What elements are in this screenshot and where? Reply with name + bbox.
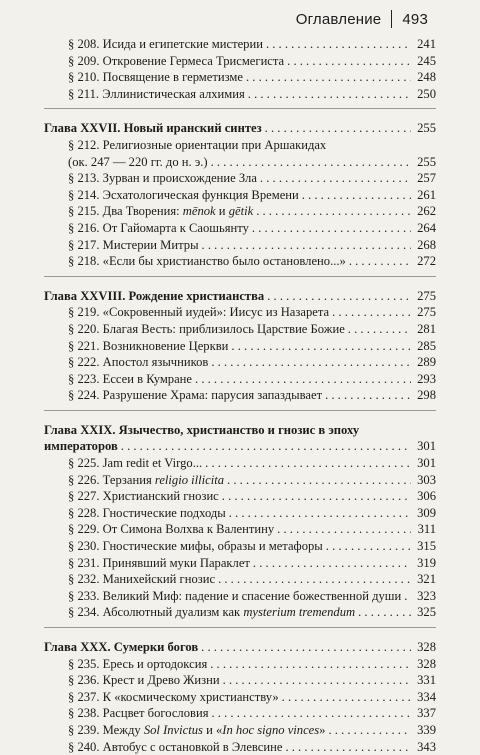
table-of-contents <box>44 36 436 755</box>
toc-entry-continuation: (ок. 247 — 220 гг. до н. э.) . . . 255 <box>44 154 436 171</box>
toc-entry: § 209. Откровение Гермеса Трисмегиста . . . 245 <box>44 53 436 70</box>
chapter-heading: Глава XXVII. Новый иранский синтез . . . 255 <box>44 120 436 137</box>
toc-entry: § 219. «Сокровенный иудей»: Иисус из Назарета . . . 275 <box>44 304 436 321</box>
toc-entry: § 224. Разрушение Храма: парусия запаздывает . . . 298 <box>44 387 436 404</box>
toc-entry: § 239. Между Sol Invictus и «In hoc signo vinces» . . . 339 <box>44 722 436 739</box>
running-header <box>296 10 428 28</box>
toc-entry: § 228. Гностические подходы . . . 309 <box>44 505 436 522</box>
section-divider <box>44 108 436 109</box>
toc-entry: § 230. Гностические мифы, образы и метафоры . . . 315 <box>44 538 436 555</box>
toc-entry: § 215. Два Творения: mēnok и gētik . . . 262 <box>44 203 436 220</box>
toc-entry: § 212. Религиозные ориентации при Аршакидах <box>68 137 327 152</box>
section-divider <box>44 627 436 628</box>
toc-entry: § 222. Апостол язычников . . . 289 <box>44 354 436 371</box>
toc-entry: § 234. Абсолютный дуализм как mysterium tremendum . . . 325 <box>44 604 436 621</box>
toc-entry: § 229. От Симона Волхва к Валентину . . . 311 <box>44 521 436 538</box>
toc-entry: § 226. Терзания religio illicita . . . 303 <box>44 472 436 489</box>
toc-entry: § 233. Великий Миф: падение и спасение божественной души . . . 323 <box>44 588 436 605</box>
section-divider <box>44 410 436 411</box>
toc-entry: § 236. Крест и Древо Жизни . . . 331 <box>44 672 436 689</box>
toc-entry: § 214. Эсхатологическая функция Времени . . . 261 <box>44 187 436 204</box>
toc-entry: § 217. Мистерии Митры . . . 268 <box>44 237 436 254</box>
chapter-heading-continuation: императоров . . . 301 <box>44 438 436 455</box>
chapter-heading: Глава XXIX. Язычество, христианство и гнозис в эпоху <box>44 422 360 437</box>
toc-entry: § 218. «Если бы христианство было остановлено...» . . . 272 <box>44 253 436 270</box>
toc-entry: § 210. Посвящение в герметизме . . . 248 <box>44 69 436 86</box>
toc-entry: § 238. Расцвет богословия . . . 337 <box>44 705 436 722</box>
toc-entry: § 232. Манихейский гнозис . . . 321 <box>44 571 436 588</box>
toc-entry: § 208. Исида и египетские мистерии . . . 241 <box>44 36 436 53</box>
section-divider <box>44 276 436 277</box>
toc-entry: § 213. Зурван и происхождение Зла . . . 257 <box>44 170 436 187</box>
toc-entry: § 227. Христианский гнозис . . . 306 <box>44 488 436 505</box>
chapter-heading: Глава XXVIII. Рождение христианства . . . 275 <box>44 288 436 305</box>
toc-entry: § 235. Ересь и ортодоксия . . . 328 <box>44 656 436 673</box>
toc-entry: § 225. Jam redit et Virgo... . . . 301 <box>44 455 436 472</box>
chapter-heading: Глава XXX. Сумерки богов . . . 328 <box>44 639 436 656</box>
toc-entry: § 211. Эллинистическая алхимия . . . 250 <box>44 86 436 103</box>
toc-entry: § 216. От Гайомарта к Саошьянту . . . 264 <box>44 220 436 237</box>
header-divider <box>391 10 392 28</box>
toc-entry: § 223. Ессеи в Кумране . . . 293 <box>44 371 436 388</box>
toc-entry: § 231. Принявший муки Параклет . . . 319 <box>44 555 436 572</box>
header-title: Оглавление <box>295 10 382 28</box>
toc-entry: § 221. Возникновение Церкви . . . 285 <box>44 338 436 355</box>
toc-entry: § 237. К «космическому христианству» . . . 334 <box>44 689 436 706</box>
toc-entry: § 220. Благая Весть: приблизилось Царствие Божие . . . 281 <box>44 321 436 338</box>
header-page-number: 493 <box>402 10 428 28</box>
toc-entry: § 240. Автобус с остановкой в Элевсине . . . 343 <box>44 739 436 755</box>
